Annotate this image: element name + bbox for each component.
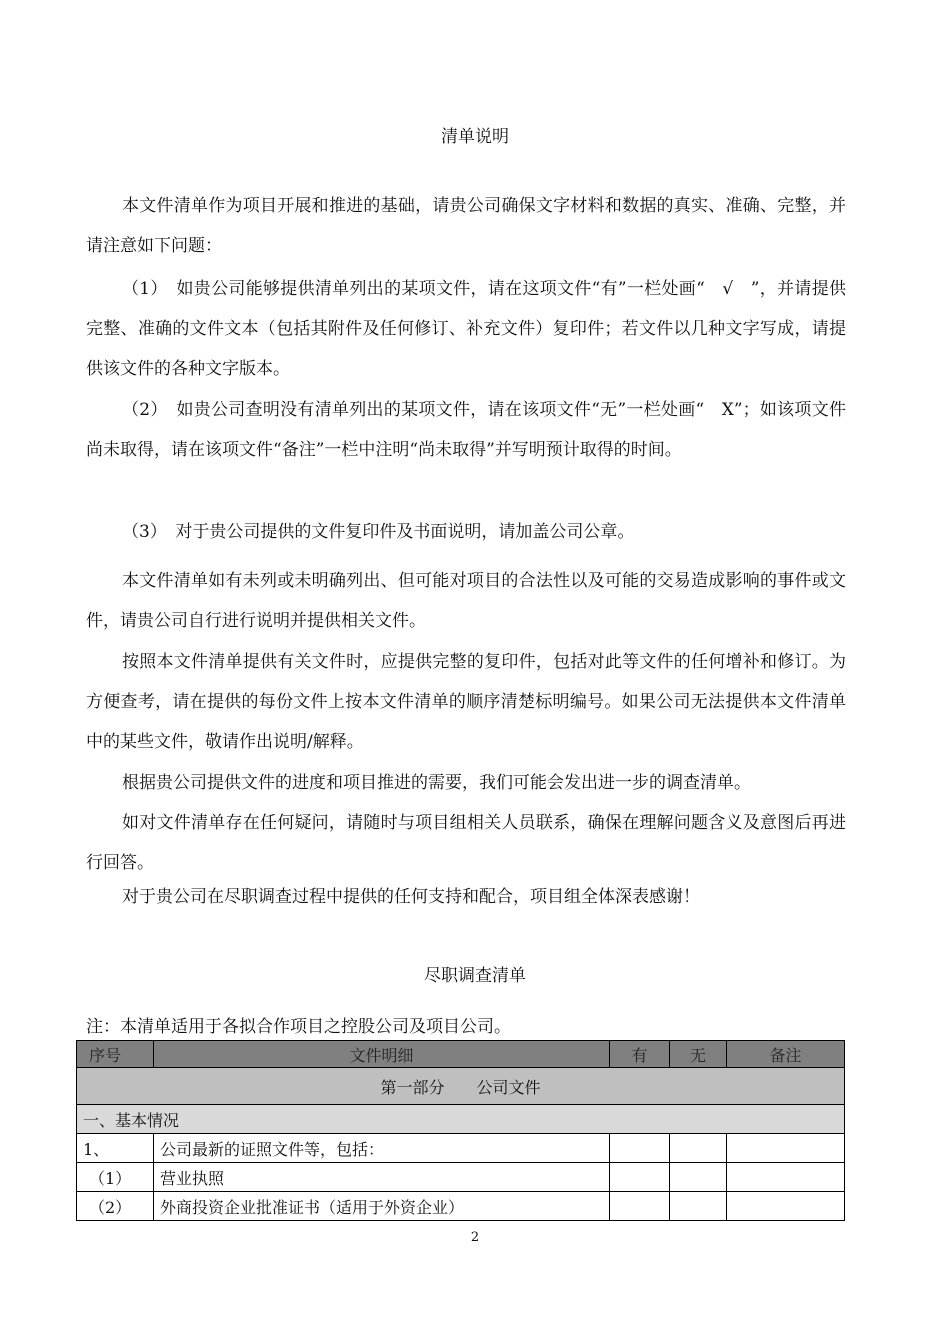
row-no-cell[interactable] [670, 1134, 727, 1163]
row-detail: 营业执照 [154, 1163, 610, 1192]
table-row [77, 1163, 845, 1192]
header-remark: 备注 [727, 1041, 845, 1068]
paragraph-unlisted-documents: 本文件清单如有未列或未明确列出、但可能对项目的合法性以及可能的交易造成影响的事件或文件，请贵公司自行进行说明并提供相关文件。 [86, 571, 846, 631]
table-row [77, 1134, 845, 1163]
due-diligence-table [76, 1040, 845, 1221]
page-number: 2 [470, 1230, 480, 1245]
row-seq: 1、 [77, 1134, 154, 1163]
checklist-title: 尽职调查清单 [424, 966, 526, 986]
item-2-paragraph: （2） 如贵公司查明没有清单列出的某项文件，请在该项文件“无”一栏处画“ X”；如该项文件尚未取得，请在该项文件“备注”一栏中注明“尚未取得”并写明预计取得的时间。 [86, 400, 846, 460]
row-yes-cell[interactable] [610, 1134, 670, 1163]
checklist-note: 注：本清单适用于各拟合作项目之控股公司及项目公司。 [86, 1017, 511, 1037]
section-title: 一、基本情况 [77, 1105, 845, 1134]
intro-paragraph: 本文件清单作为项目开展和推进的基础，请贵公司确保文字材料和数据的真实、准确、完整，并请注意如下问题： [86, 196, 846, 256]
row-no-cell[interactable] [670, 1163, 727, 1192]
row-yes-cell[interactable] [610, 1192, 670, 1221]
header-yes: 有 [610, 1041, 670, 1068]
row-remark-cell[interactable] [727, 1134, 845, 1163]
part-title: 第一部分 公司文件 [77, 1068, 845, 1105]
explanation-title: 清单说明 [441, 127, 509, 147]
header-no: 无 [670, 1041, 727, 1068]
item-3-paragraph: （3） 对于贵公司提供的文件复印件及书面说明，请加盖公司公章。 [122, 522, 635, 542]
item-1-paragraph: （1） 如贵公司能够提供清单列出的某项文件，请在这项文件“有”一栏处画“ √ ”，并请提供完整、准确的文件文本（包括其附件及任何修订、补充文件）复印件；若文件以几种文字写成，请提供该文件的各种文字版本。 [86, 279, 846, 379]
header-detail: 文件明细 [154, 1041, 610, 1068]
paragraph-questions: 如对文件清单存在任何疑问，请随时与项目组相关人员联系，确保在理解问题含义及意图后再进行回答。 [86, 813, 846, 873]
paragraph-further-checklist: 根据贵公司提供文件的进度和项目推进的需要，我们可能会发出进一步的调查清单。 [122, 773, 751, 793]
row-detail: 公司最新的证照文件等，包括： [154, 1134, 610, 1163]
row-remark-cell[interactable] [727, 1163, 845, 1192]
part-row [77, 1068, 845, 1105]
paragraph-copies: 按照本文件清单提供有关文件时，应提供完整的复印件，包括对此等文件的任何增补和修订。为方便查考，请在提供的每份文件上按本文件清单的顺序清楚标明编号。如果公司无法提供本文件清单中的某些文件，敬请作出说明/解释。 [86, 652, 846, 752]
row-seq: （2） [77, 1192, 154, 1221]
row-no-cell[interactable] [670, 1192, 727, 1221]
row-seq: （1） [77, 1163, 154, 1192]
row-remark-cell[interactable] [727, 1192, 845, 1221]
header-seq: 序号 [77, 1041, 154, 1068]
row-detail: 外商投资企业批准证书（适用于外资企业） [154, 1192, 610, 1221]
table-row [77, 1192, 845, 1221]
row-yes-cell[interactable] [610, 1163, 670, 1192]
section-row [77, 1105, 845, 1134]
paragraph-thanks: 对于贵公司在尽职调查过程中提供的任何支持和配合，项目组全体深表感谢！ [122, 887, 700, 907]
table-header-row [77, 1041, 845, 1068]
